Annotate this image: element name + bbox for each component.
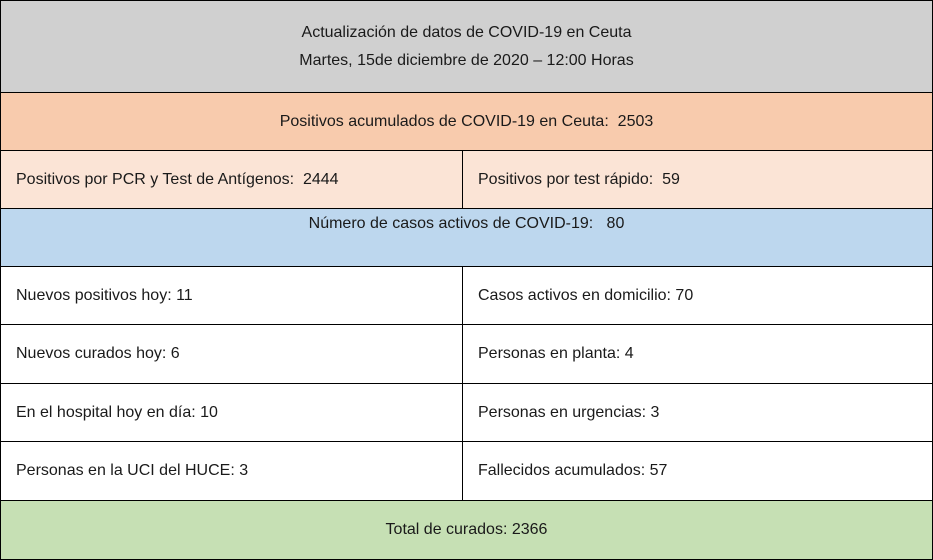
total-recovered-row [1,501,932,559]
tests-row [1,151,932,209]
accumulated-positives-row [1,93,932,151]
report-title: Actualización de datos de COVID-19 en Ceuta [301,23,632,41]
pcr-positives: Positivos por PCR y Test de Antígenos: 2444 [16,170,339,188]
table-cell [1,384,463,441]
table-row [1,267,932,325]
people-on-ward: Personas en planta: 4 [478,345,634,362]
table-cell [463,267,932,324]
new-positives-today: Nuevos positivos hoy: 11 [16,286,193,304]
rapid-test-positives-cell [463,151,932,208]
table-cell [463,325,932,383]
new-recovered-today: Nuevos curados hoy: 6 [16,345,180,362]
table-cell [463,442,932,500]
accumulated-deaths: Fallecidos acumulados: 57 [478,462,668,479]
table-cell [1,267,463,324]
active-cases: Número de casos activos de COVID-19: 80 [308,215,625,232]
people-in-icu: Personas en la UCI del HUCE: 3 [16,462,249,479]
table-row [1,325,932,384]
active-cases-row [1,209,932,267]
active-cases-home: Casos activos en domicilio: 70 [478,286,694,304]
hospitalized-today: En el hospital hoy en día: 10 [16,403,218,421]
pcr-positives-cell [1,151,463,208]
table-row [1,384,932,442]
report-date: Martes, 15de diciembre de 2020 – 12:00 Horas [299,51,634,69]
table-cell [1,325,463,383]
report-header [1,1,932,93]
table-row [1,442,932,501]
rapid-test-positives: Positivos por test rápido: 59 [478,170,680,188]
table-cell [463,384,932,441]
people-in-emergency: Personas en urgencias: 3 [478,403,660,421]
table-cell [1,442,463,500]
total-recovered: Total de curados: 2366 [385,521,548,538]
accumulated-positives: Positivos acumulados de COVID-19 en Ceuta: 2503 [279,112,654,130]
